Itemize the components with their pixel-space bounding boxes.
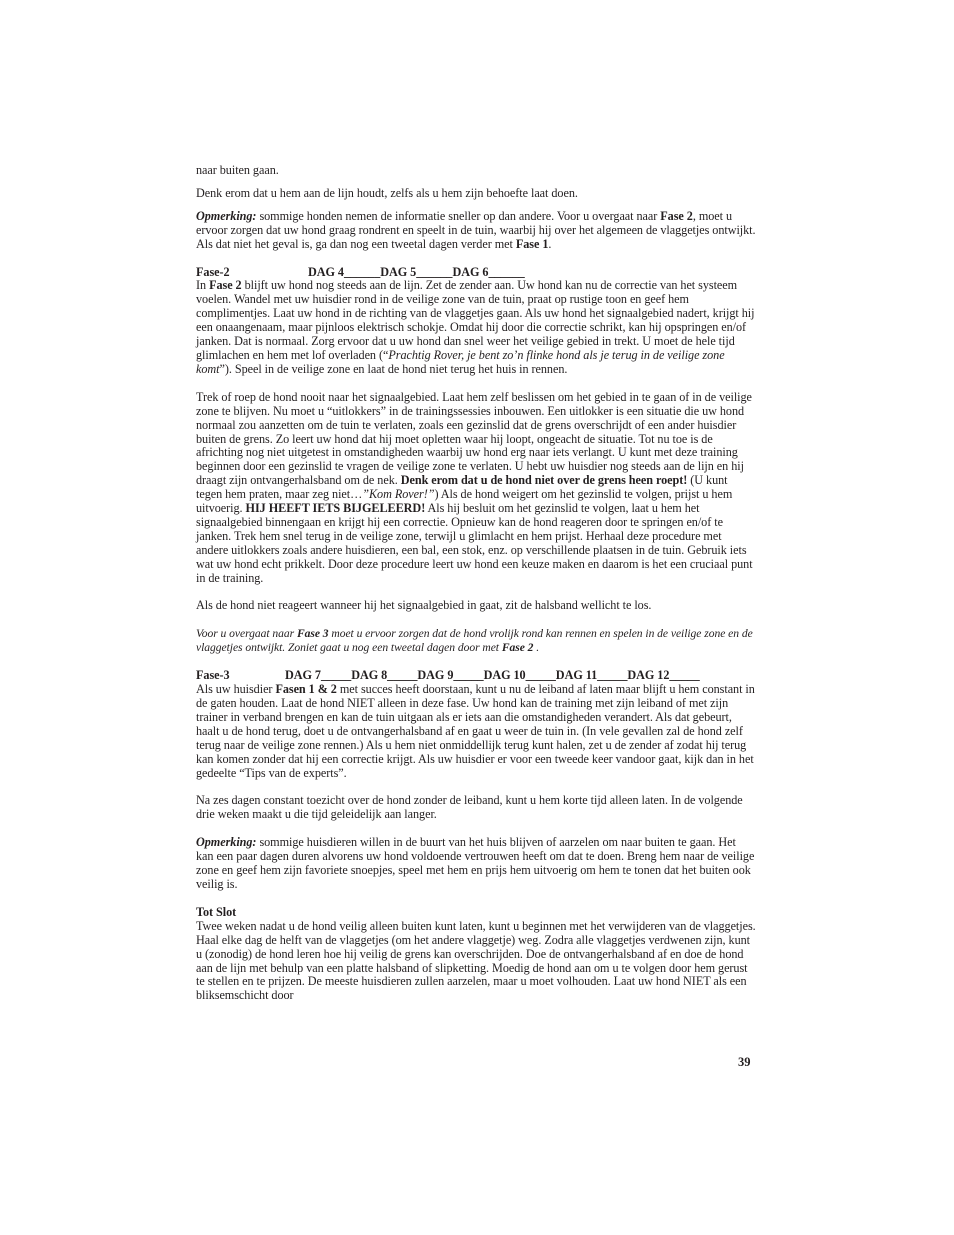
paragraph: Denk erom dat u hem aan de lijn houdt, zelfs als u hem zijn behoefte laat doen. [196,185,578,200]
phase-3-section [196,669,756,780]
note-paragraph: Opmerking: sommige huisdieren willen in de buurt van het huis blijven of aarzelen om naar buiten te gaan. Het kan een paar dagen duren alvorens uw hond voldoende vertrouwen heeft om dat te doen. Breng hem naar de veilige zone en geef hem zijn favoriete snoepjes, speel met hem en prijs hem uitvoerig om hem te tonen dat het buiten ook veilig is. [196,835,755,891]
conclusion-section [196,906,756,1003]
phase-2-days: DAG 4______DAG 5______DAG 6______ [308,264,525,279]
phase-3-days: DAG 7_____DAG 8_____DAG 9_____DAG 10_____DAG 11_____DAG 12_____ [285,668,700,683]
page-number: 39 [738,1055,751,1069]
paragraph: Als uw huisdier Fasen 1 & 2 met succes heeft doorstaan, kunt u nu de leiband af laten maar blijft u hem constant in de gaten houden. Laat de hond NIET alleen in deze fase. Uw hond kan de training met zijn leiband of met zijn trainer in verband brengen en kan de tuin uitgaan als er iets aan die omstandigheden verandert. Als dat gebeurt, haalt u de hond terug, doet u de ontvangerhalsband af en gaat u weer de tuin in. (In vele gevallen zal de hond zelf terug naar de veilige zone rennen.) Als u hem niet onmiddellijk terug kunt halen, zet u de zender af zodat hij terug kan komen zonder dat hij een correctie krijgt. Als uw huisdier er voor een tweede keer vandoor gaat, kijk dan in het gedeelte “Tips van de experts”. [196,682,755,780]
note-label: Opmerking: [196,208,257,223]
italic-note: Voor u overgaat naar Fase 3 moet u ervoor zorgen dat de hond vrolijk rond kan rennen en spelen in de veilige zone en de vlaggetjes ontwijkt. Zoniet gaat u nog een tweetal dagen door met Fase 2 . [196,627,753,655]
phase-2-heading: Fase-2 DAG 4______DAG 5______DAG 6______ [196,264,525,279]
phase-2-section [196,266,756,377]
paragraph: Twee weken nadat u de hond veilig alleen buiten kunt laten, kunt u beginnen met het verwijderen van de vlaggetjes. Haal elke dag de helft van de vlaggetjes (om het andere vlaggetje) weg. Zodra alle vlaggetjes verdwenen zijn, kunt u (zonodig) de hond leren hoe hij veilig de grens kan overschrijden. Doe de ontvangerhalsband af en doe de hond aan de lijn met behulp van een platte halsband of slipketting. Moedig de hond aan om u te volgen door hem gerust te stellen en te prijzen. De meeste huisdieren zullen aarzelen, maar u moet volhouden. Laat uw hond NIET als een bliksemschicht door [196,918,756,1003]
paragraph: In Fase 2 blijft uw hond nog steeds aan de lijn. Zet de zender aan. Uw hond kan nu de correctie van het systeem voelen. Wandel met uw huisdier rond in de veilige zone van de tuin, praat op rustige toon en geef hem complimentjes. Laat uw hond in de richting van de vlaggetjes gaan. Als uw hond het signaalgebied nadert, krijgt hij een onaangenaam, maar pijnloos elektrisch schokje. Omdat hij door die correctie schrikt, kan hij opspringen en/of janken. Dat is normaal. Zorg ervoor dat u uw hond dan snel weer het veilige gebied in trekt. U moet de hele tijd glimlachen en hem met lof overladen (“Prachtig Rover, je bent zo’n flinke hond als je terug in de veilige zone komt”). Speel in de veilige zone en laat de hond niet terug het huis in rennen. [196,278,755,376]
paragraph: Na zes dagen constant toezicht over de hond zonder de leiband, kunt u hem korte tijd alleen laten. In de volgende drie weken maakt u die tijd geleidelijk aan langer. [196,793,743,822]
note-label: Opmerking: [196,835,257,850]
conclusion-heading: Tot Slot [196,904,237,919]
page-body [196,164,756,1003]
note-paragraph: Opmerking: sommige honden nemen de informatie sneller op dan andere. Voor u overgaat naar Fase 2, moet u ervoor zorgen dat uw hond graag rondrent en speelt in de tuin, waarbij hij over het algemeen de vlaggetjes ontwijkt. Als dat niet het geval is, ga dan nog een tweetal dagen verder met Fase 1. [196,208,756,251]
paragraph: Trek of roep de hond nooit naar het signaalgebied. Laat hem zelf beslissen om het gebied in te gaan of in de veilige zone te blijven. Nu moet u “uitlokkers” in de trainingssessies inbouwen. Een uitlokker is een situatie die uw hond normaal zou aanzetten om de tuin te verlaten, zoals een gezinslid dat de grens overschrijdt of een ander huisdier buiten de grens. Zo leert uw hond dat hij moet opletten waar hij loopt, ongeacht de situatie. Tot nu toe is de africhting nog niet uitgetest in omstandigheden waarbij uw hond erg naar iets verlangt. U kunt met deze training beginnen door een gezinslid te vragen de veilige zone te verlaten. U hebt uw huisdier nog steeds aan de lijn en hij draagt zijn ontvangerhalsband om de nek. Denk erom dat u de hond niet over de grens heen roept! (U kunt tegen hem praten, maar zeg niet…”Kom Rover!”) Als de hond weigert om het gezinslid te volgen, prijst u hem uitvoerig. HIJ HEEFT IETS BIJGELEERD! Als hij besluit om het gezinslid te volgen, laat u hem het signaalgebied binnengaan en krijgt hij een correctie. Opnieuw kan de hond reageren door te springen en/of te janken. Trek hem snel terug in de veilige zone, terwijl u glimlacht en hem prijst. Herhaal deze procedure met andere uitlokkers zoals andere huisdieren, een bal, een stok, enz. op verschillende plaatsen in de tuin. Gebruik iets wat uw hond echt prikkelt. Door deze procedure leert uw hond een keuze maken en daarom is het een cruciaal punt in de training. [196,389,753,585]
phase-3-heading: Fase-3 DAG 7_____DAG 8_____DAG 9_____DAG 10_____DAG 11_____DAG 12_____ [196,668,700,683]
paragraph: Als de hond niet reageert wanneer hij het signaalgebied in gaat, zit de halsband wellicht te los. [196,598,652,613]
paragraph: naar buiten gaan. [196,163,279,177]
